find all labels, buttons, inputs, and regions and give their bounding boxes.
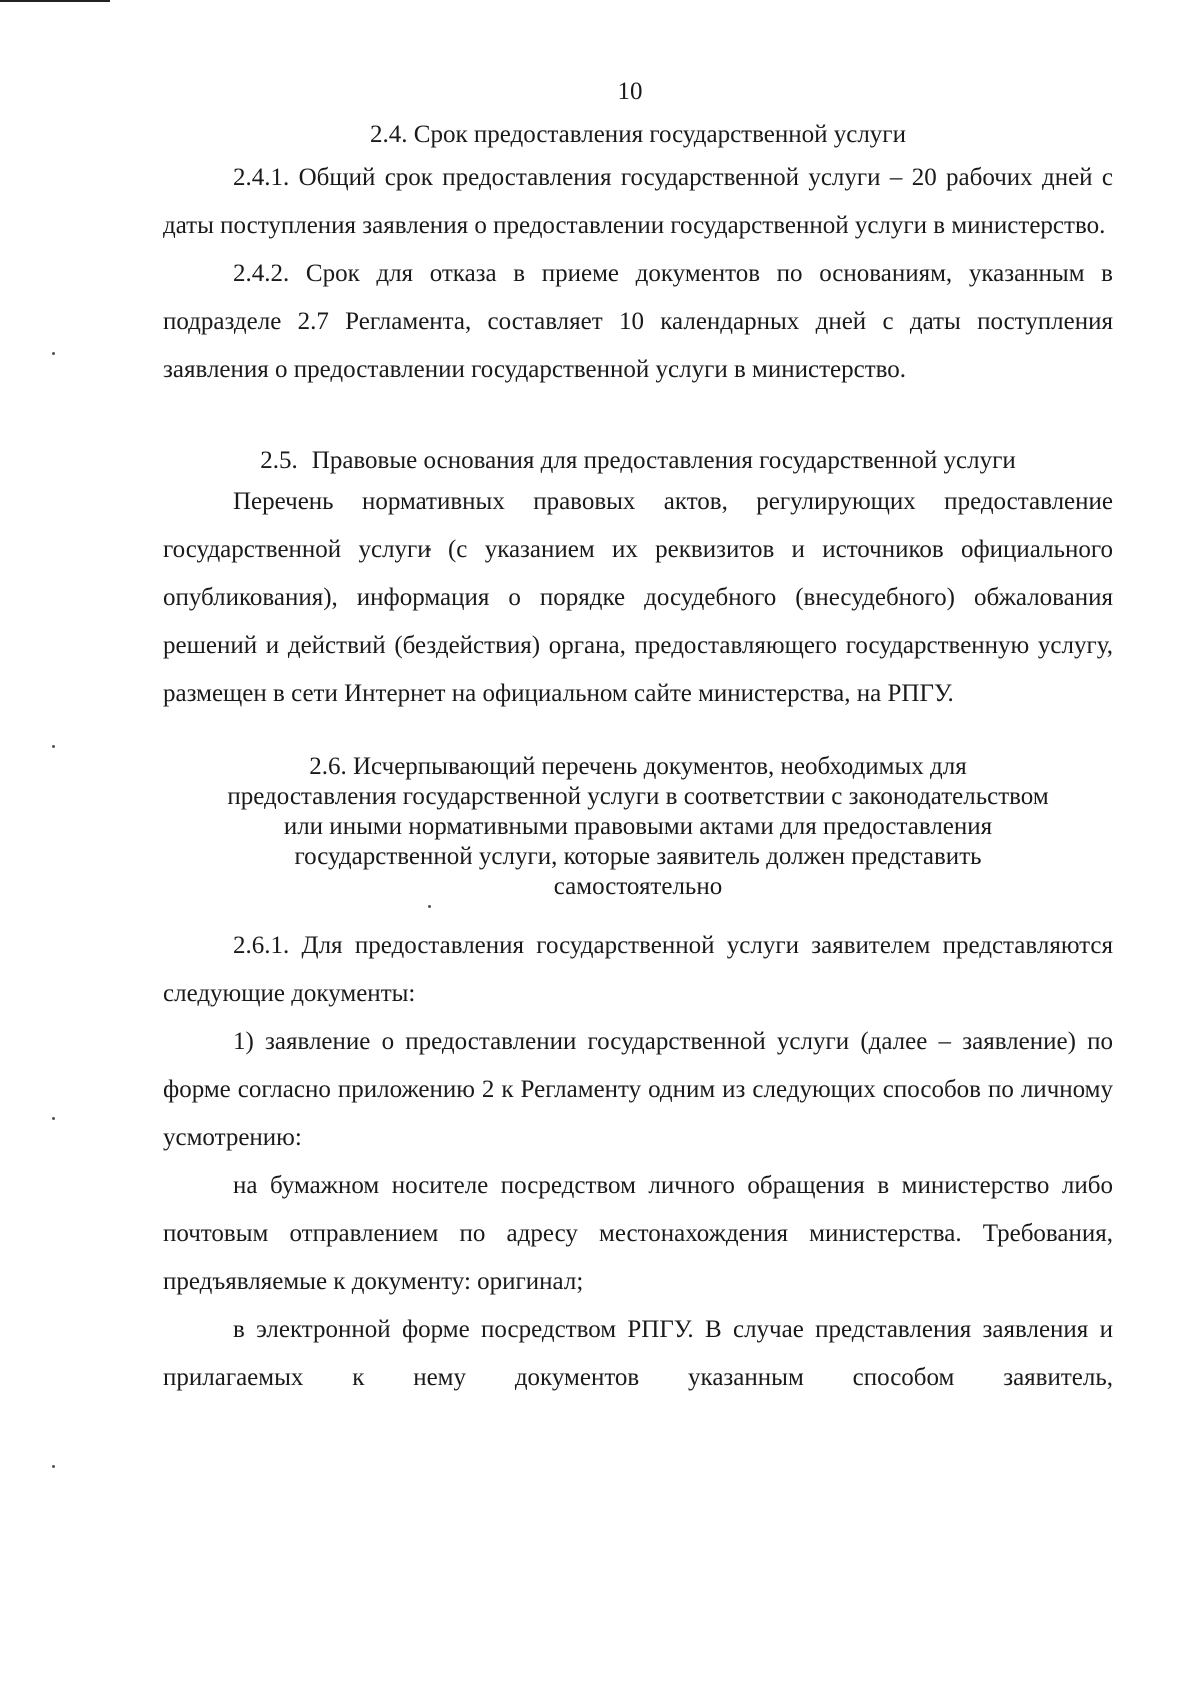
section-number: 2.5. [260, 447, 298, 474]
paragraph-electronic-form: в электронной форме посредством РПГУ. В случае представления заявления и прилагаемых к нему документов указанным способом заявитель, [163, 1316, 1113, 1391]
section-heading-2-4: 2.4. Срок предоставления государственной услуги [370, 121, 906, 148]
section-heading-2-6 [163, 752, 1113, 902]
scan-edge-mark [0, 0, 110, 2]
heading-line: государственной услуги, которые заявитель должен представить [294, 843, 982, 870]
scan-speck [52, 352, 55, 355]
scan-speck [52, 1117, 55, 1120]
page-number: 10 [617, 78, 643, 105]
paragraph-2-5: Перечень нормативных правовых актов, регулирующих предоставление государственной услуги (с указанием их реквизитов и источников официального опубликования), информация о порядке досудебного (внесудебного) обжалования решений и действий (бездействия) органа, предоставляющего государственную услугу, размещен в сети Интернет на официальном сайте министерства, на РПГУ. [163, 488, 1113, 707]
heading-line: 2.6. Исчерпывающий перечень документов, необходимых для [309, 753, 967, 780]
paragraph-paper-form: на бумажном носителе посредством личного обращения в министерство либо почтовым отправлением по адресу местонахождения министерства. Требования, предъявляемые к документу: оригинал; [163, 1172, 1113, 1295]
heading-line: предоставления государственной услуги в соответствии с законодательством [227, 783, 1049, 810]
scan-speck [52, 745, 55, 748]
paragraph-2-4-2: 2.4.2. Срок для отказа в приеме документов по основаниям, указанным в подразделе 2.7 Регламента, составляет 10 календарных дней с даты поступления заявления о предоставлении государственной услуги в министерство. [163, 260, 1113, 383]
section-title: Правовые основания для предоставления государственной услуги [311, 447, 1016, 474]
heading-line: или иными нормативными правовыми актами для предоставления [283, 813, 993, 840]
document-body [163, 118, 1113, 1402]
heading-line: самостоятельно [553, 873, 723, 900]
scan-speck [52, 1465, 55, 1468]
section-heading-2-5 [163, 446, 1113, 476]
paragraph-2-4-1: 2.4.1. Общий срок предоставления государственной услуги – 20 рабочих дней с даты поступления заявления о предоставлении государственной услуги в министерство. [163, 164, 1113, 239]
paragraph-2-6-1: 2.6.1. Для предоставления государственной услуги заявителем представляются следующие документы: [163, 932, 1113, 1007]
paragraph-2-6-1-item-1: 1) заявление о предоставлении государственной услуги (далее – заявление) по форме согласно приложению 2 к Регламенту одним из следующих способов по личному усмотрению: [163, 1028, 1113, 1151]
